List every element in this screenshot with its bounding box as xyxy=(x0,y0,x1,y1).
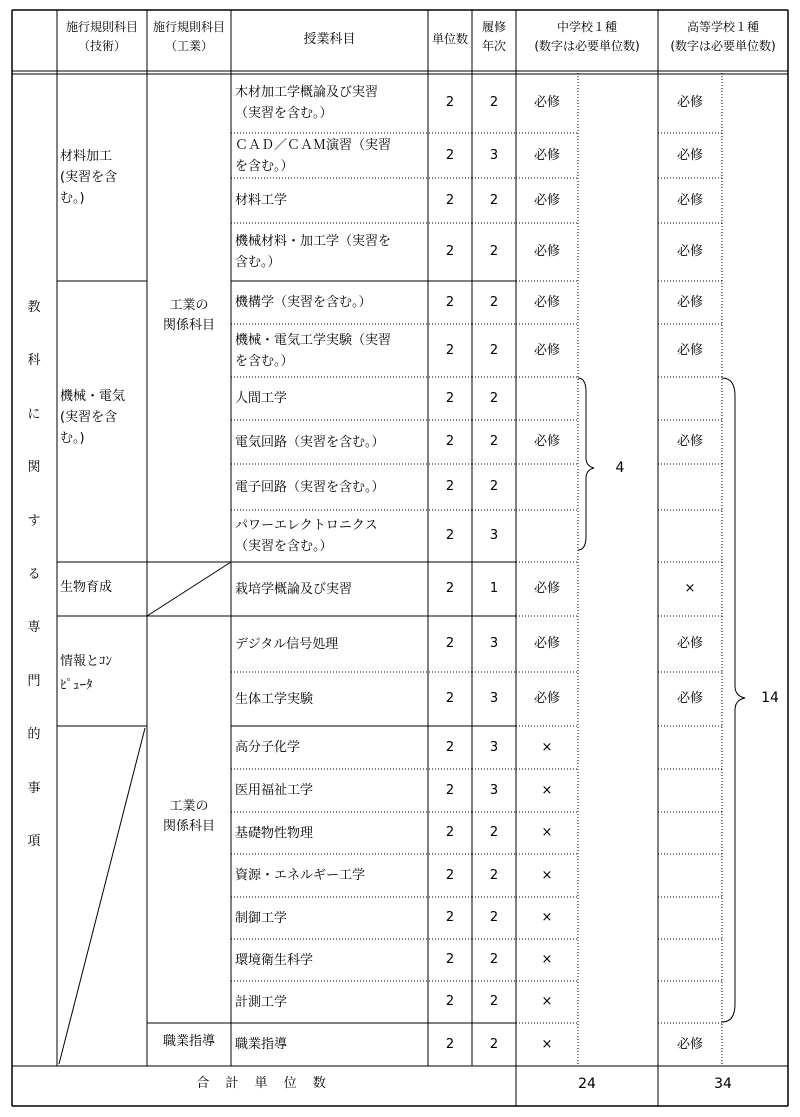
vertical-label-char: 教 xyxy=(27,300,41,315)
industry-group-3: 職業指導 xyxy=(162,1034,215,1049)
high-school-requirement: 必修 xyxy=(676,294,703,310)
junior-high-requirement: 必修 xyxy=(533,244,560,259)
high-school-requirement: 必修 xyxy=(676,1036,703,1052)
industry-group-2: 工業の 関係科目 xyxy=(162,799,215,834)
vertical-label-char: す xyxy=(27,513,41,529)
units-cell: 2 xyxy=(445,825,455,840)
year-cell: 3 xyxy=(489,528,499,543)
brace-hs-value: 14 xyxy=(761,690,779,706)
high-school-requirement: 必修 xyxy=(676,434,703,449)
header-tech-subject: 施行規則科目 （技術） xyxy=(65,20,138,53)
high-school-requirement: × xyxy=(684,581,696,596)
course-name: 機械材料・加工学（実習を 含む。） xyxy=(235,234,392,270)
units-cell: 2 xyxy=(445,147,455,163)
course-name: パワーエレクトロニクス （実習を含む。） xyxy=(235,518,378,554)
year-cell: 3 xyxy=(489,691,499,706)
high-school-requirement: 必修 xyxy=(676,342,703,358)
year-cell: 3 xyxy=(489,739,499,755)
course-name: 資源・エネルギー工学 xyxy=(235,868,366,883)
units-cell: 2 xyxy=(445,782,455,798)
units-cell: 2 xyxy=(445,867,455,883)
vertical-label-char: る xyxy=(27,567,41,582)
vertical-label-char: 専 xyxy=(27,620,41,636)
units-cell: 2 xyxy=(445,294,455,310)
course-name: 材料工学 xyxy=(235,193,288,208)
junior-high-requirement: 必修 xyxy=(533,342,560,358)
units-cell: 2 xyxy=(445,1036,455,1052)
year-cell: 3 xyxy=(489,147,499,163)
units-cell: 2 xyxy=(445,528,455,543)
vertical-label-char: 関 xyxy=(27,460,41,476)
year-cell: 2 xyxy=(489,994,499,1009)
year-cell: 2 xyxy=(489,95,499,110)
course-name: 栽培学概論及び実習 xyxy=(235,581,353,597)
high-school-requirement: 必修 xyxy=(676,95,703,110)
units-cell: 2 xyxy=(445,479,455,494)
course-name: デジタル信号処理 xyxy=(235,636,339,652)
year-cell: 3 xyxy=(489,636,499,651)
units-cell: 2 xyxy=(445,691,455,706)
units-cell: 2 xyxy=(445,739,455,755)
category-machine-electric: 機械・電気 (実習を含 む。) xyxy=(60,389,126,446)
high-school-requirement: 必修 xyxy=(676,636,703,651)
year-cell: 2 xyxy=(489,294,499,310)
header-high-school: 高等学校１種 (数字は必要単位数) xyxy=(670,20,776,53)
brace-jh-value: 4 xyxy=(615,460,625,476)
high-school-requirement: 必修 xyxy=(676,147,703,163)
year-cell: 2 xyxy=(489,825,499,840)
units-cell: 2 xyxy=(445,636,455,651)
category-bio: 生物育成 xyxy=(60,580,113,595)
course-name: 計測工学 xyxy=(235,994,288,1010)
units-cell: 2 xyxy=(445,192,455,208)
category-info: 情報とｺﾝ ﾋﾟｭｰﾀ xyxy=(60,654,113,693)
junior-high-requirement: × xyxy=(541,739,553,755)
units-cell: 2 xyxy=(445,910,455,925)
course-name: 機構学（実習を含む。） xyxy=(235,295,372,310)
units-cell: 2 xyxy=(445,342,455,358)
course-name: ＣＡＤ／ＣＡＭ演習（実習 を含む。） xyxy=(235,137,392,174)
year-cell: 2 xyxy=(489,434,499,449)
year-cell: 2 xyxy=(489,244,499,259)
units-cell: 2 xyxy=(445,952,455,967)
total-junior-high: 24 xyxy=(578,1076,596,1092)
junior-high-requirement: 必修 xyxy=(533,294,560,310)
course-name: 電子回路（実習を含む。） xyxy=(235,479,385,495)
year-cell: 2 xyxy=(489,952,499,967)
year-cell: 2 xyxy=(489,192,499,208)
total-high-school: 34 xyxy=(714,1076,732,1092)
header-course: 授業科目 xyxy=(303,32,356,47)
vertical-label-char: 的 xyxy=(27,727,41,743)
diagonal-na xyxy=(147,562,231,616)
vertical-label-char: に xyxy=(27,406,41,422)
junior-high-requirement: × xyxy=(541,782,553,798)
junior-high-requirement: 必修 xyxy=(533,581,560,596)
vertical-label-char: 項 xyxy=(27,834,41,849)
course-name: 機械・電気工学実験（実習 を含む。） xyxy=(235,332,392,369)
year-cell: 2 xyxy=(489,910,499,925)
year-cell: 2 xyxy=(489,479,499,494)
course-name: 制御工学 xyxy=(235,910,288,926)
header-units: 単位数 xyxy=(431,32,468,46)
course-name: 高分子化学 xyxy=(235,740,301,755)
course-name: 医用福祉工学 xyxy=(235,783,314,798)
junior-high-requirement: × xyxy=(541,867,553,883)
units-cell: 2 xyxy=(445,994,455,1009)
vertical-label-char: 事 xyxy=(27,780,41,796)
brace-high-school xyxy=(722,378,745,1022)
header-industry-subject: 施行規則科目 （工業） xyxy=(152,20,225,53)
year-cell: 2 xyxy=(489,342,499,358)
high-school-requirement: 必修 xyxy=(676,192,703,208)
header-junior-high: 中学校１種 (数字は必要単位数) xyxy=(534,20,640,53)
junior-high-requirement: 必修 xyxy=(533,147,560,163)
vertical-label-char: 門 xyxy=(27,673,41,689)
units-cell: 2 xyxy=(445,95,455,110)
junior-high-requirement: 必修 xyxy=(533,95,560,110)
junior-high-requirement: × xyxy=(541,910,553,925)
course-name: 木材加工学概論及び実習 （実習を含む。） xyxy=(235,85,379,121)
industry-group-1: 工業の 関係科目 xyxy=(162,298,215,333)
junior-high-requirement: 必修 xyxy=(533,434,560,449)
total-label: 合 計 単 位 数 xyxy=(196,1076,332,1091)
vertical-label-char: 科 xyxy=(27,353,41,369)
diagonal-na xyxy=(59,728,145,1064)
header-year: 履修 年次 xyxy=(481,20,506,53)
year-cell: 3 xyxy=(489,782,499,798)
junior-high-requirement: × xyxy=(541,994,553,1009)
units-cell: 2 xyxy=(445,390,455,406)
course-name: 電気回路（実習を含む。） xyxy=(235,434,385,450)
junior-high-requirement: × xyxy=(541,1036,553,1052)
high-school-requirement: 必修 xyxy=(676,244,703,259)
category-material: 材料加工 (実習を含 む。) xyxy=(60,149,118,206)
units-cell: 2 xyxy=(445,434,455,449)
course-name: 基礎物性物理 xyxy=(235,825,314,841)
junior-high-requirement: × xyxy=(541,952,553,967)
junior-high-requirement: 必修 xyxy=(533,192,560,208)
units-cell: 2 xyxy=(445,581,455,596)
course-name: 生体工学実験 xyxy=(235,691,314,707)
units-cell: 2 xyxy=(445,244,455,259)
year-cell: 2 xyxy=(489,390,499,406)
course-name: 環境衛生科学 xyxy=(235,952,314,968)
brace-junior-high xyxy=(578,378,594,550)
course-name: 人間工学 xyxy=(235,391,288,406)
junior-high-requirement: 必修 xyxy=(533,691,560,706)
year-cell: 2 xyxy=(489,867,499,883)
year-cell: 2 xyxy=(489,1036,499,1052)
course-name: 職業指導 xyxy=(235,1037,288,1052)
junior-high-requirement: 必修 xyxy=(533,636,560,651)
year-cell: 1 xyxy=(489,581,499,596)
junior-high-requirement: × xyxy=(541,825,553,840)
high-school-requirement: 必修 xyxy=(676,691,703,706)
